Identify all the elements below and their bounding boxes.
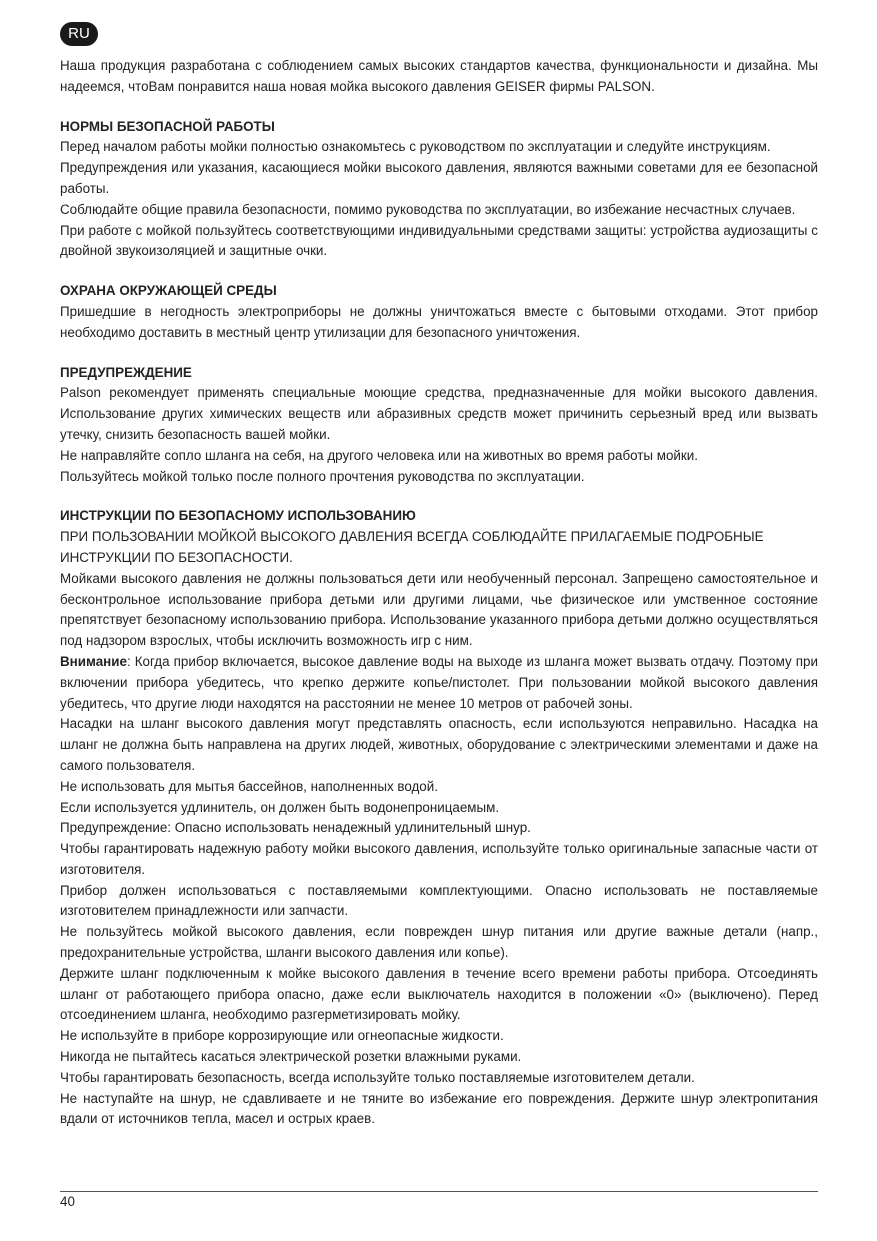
instructions-paragraph: Держите шланг подключенным к мойке высокого давления в течение всего времени работы прибора. Отсоединять шланг от работающего прибора опасно, даже если выключатель находится в положении «0» (выключено). Перед отсоединением шланга, необходимо разгерметизировать мойку.: [60, 965, 818, 1023]
safety-paragraph: Перед началом работы мойки полностью ознакомьтесь с руководством по эксплуатации и следуйте инструкциям.: [60, 139, 771, 155]
safety-paragraph: Соблюдайте общие правила безопасности, помимо руководства по эксплуатации, во избежание несчастных случаев.: [60, 201, 796, 217]
safety-paragraph: Предупреждения или указания, касающиеся мойки высокого давления, являются важными советами для ее безопасной работы.: [60, 160, 818, 196]
attention-label: Внимание: [60, 653, 127, 669]
warning-paragraph: Не направляйте сопло шланга на себя, на другого человека или на животных во время работы мойки.: [60, 447, 698, 463]
environment-paragraph: Пришедшие в негодность электроприборы не должны уничтожаться вместе с бытовыми отходами. Этот прибор необходимо доставить в местный центр утилизации для безопасного уничтожения.: [60, 303, 818, 340]
warning-section: [60, 363, 818, 488]
language-badge: RU: [60, 22, 98, 46]
instructions-paragraph: Мойками высокого давления не должны пользоваться дети или необученный персонал. Запрещено самостоятельное и бесконтрольное использование прибора детьми или другими лицами, чье физическое или умственное состояние препятствует безопасному использованию прибора. Использование указанного прибора детьми должно осуществляться под надзором взрослых, чтобы исключить возможность игр с ним.: [60, 570, 818, 649]
warning-paragraph: Palson рекомендует применять специальные моющие средства, предназначенные для мойки высокого давления. Использование других химических веществ или абразивных средств может причинить серьезный вред или вызвать утечку, снизить безопасность вашей мойки.: [60, 385, 818, 442]
warning-heading: ПРЕДУПРЕЖДЕНИЕ: [60, 364, 192, 380]
instructions-heading: ИНСТРУКЦИИ ПО БЕЗОПАСНОМУ ИСПОЛЬЗОВАНИЮ: [60, 508, 416, 524]
safety-section: [60, 117, 818, 263]
document-page: [60, 22, 818, 1130]
instructions-paragraph: Не пользуйтесь мойкой высокого давления, если поврежден шнур питания или другие важные детали (напр., предохранительные устройства, шланги высокого давления или копье).: [60, 924, 818, 961]
instructions-paragraph: Насадки на шланг высокого давления могут представлять опасность, если используются неправильно. Насадка на шланг не должна быть направлена на других людей, животных, оборудование с электрическими элементами и даже на самого пользователя.: [60, 716, 818, 773]
instructions-paragraph: Не используйте в приборе коррозирующие или огнеопасные жидкости.: [60, 1028, 504, 1044]
instructions-paragraph: Не использовать для мытья бассейнов, наполненных водой.: [60, 778, 438, 794]
footer-divider: [60, 1191, 818, 1192]
instructions-paragraph: Никогда не пытайтесь касаться электрической розетки влажными руками.: [60, 1049, 522, 1065]
instructions-paragraph: Чтобы гарантировать надежную работу мойки высокого давления, используйте только оригинальные запасные части от изготовителя.: [60, 841, 818, 877]
safety-heading: НОРМЫ БЕЗОПАСНОЙ РАБОТЫ: [60, 118, 275, 134]
instructions-subheading: ПРИ ПОЛЬЗОВАНИИ МОЙКОЙ ВЫСОКОГО ДАВЛЕНИЯ ВСЕГДА СОБЛЮДАЙТЕ ПРИЛАГАЕМЫЕ ПОДРОБНЫЕ ИНСТРУКЦИИ ПО БЕЗОПАСНОСТИ.: [60, 529, 764, 565]
attention-text: : Когда прибор включается, высокое давление воды на выходе из шланга может вызвать отдачу. Поэтому при включении прибора убедитесь, что крепко держите копье/пистолет. При пользовании мойкой высокого давления убедитесь, что другие люди находятся на расстоянии не менее 10 метров от рабочей зоны.: [60, 653, 818, 711]
intro-paragraph: Наша продукция разработана с соблюдением самых высоких стандартов качества, функциональности и дизайна. Мы надеемся, чтоВам понравится наша новая мойка высокого давления GEISER фирмы PALSON.: [60, 58, 818, 94]
instructions-paragraph: Предупреждение: Опасно использовать ненадежный удлинительный шнур.: [60, 820, 531, 836]
instructions-section: [60, 506, 818, 1130]
instructions-paragraph: Прибор должен использоваться с поставляемыми комплектующими. Опасно использовать не поставляемые изготовителем принадлежности или запчасти.: [60, 882, 818, 919]
attention-paragraph: [60, 652, 818, 714]
environment-heading: ОХРАНА ОКРУЖАЮЩЕЙ СРЕДЫ: [60, 283, 277, 299]
instructions-paragraph: Чтобы гарантировать безопасность, всегда используйте только поставляемые изготовителем детали.: [60, 1069, 695, 1085]
instructions-paragraph: Не наступайте на шнур, не сдавливаете и не тяните во избежание его повреждения. Держите шнур электропитания вдали от источников тепла, масел и острых краев.: [60, 1090, 818, 1127]
page-number: 40: [60, 1194, 75, 1209]
safety-paragraph: При работе с мойкой пользуйтесь соответствующими индивидуальными средствами защиты: устройства аудиозащиты с двойной звукоизоляцией и защитные очки.: [60, 222, 818, 259]
environment-section: [60, 281, 818, 343]
warning-paragraph: Пользуйтесь мойкой только после полного прочтения руководства по эксплуатации.: [60, 468, 585, 484]
instructions-paragraph: Если используется удлинитель, он должен быть водонепроницаемым.: [60, 799, 500, 815]
